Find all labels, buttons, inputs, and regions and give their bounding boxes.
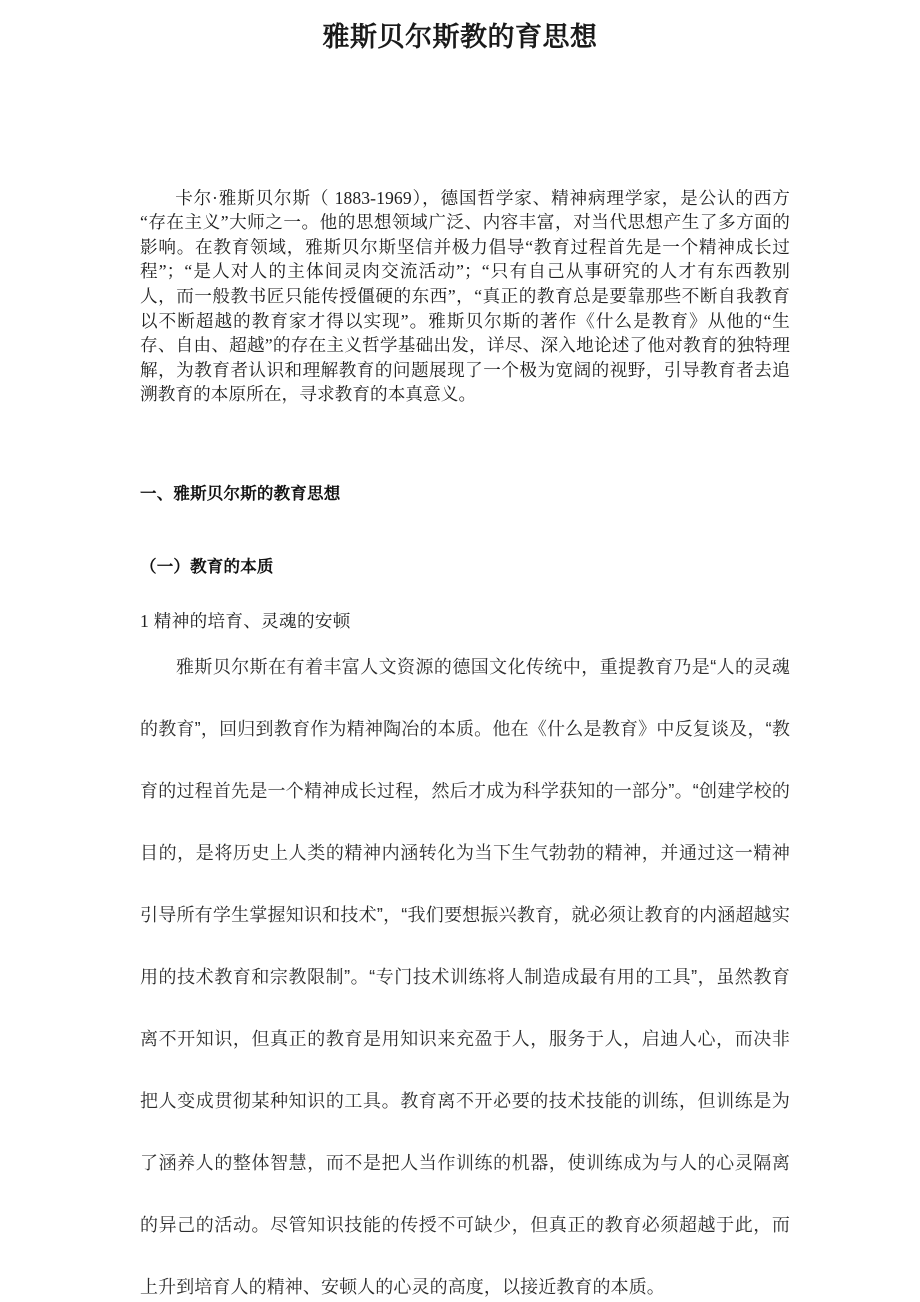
- intro-paragraph: 卡尔·雅斯贝尔斯（ 1883-1969），德国哲学家、精神病理学家，是公认的西方“存在主义”大师之一。他的思想领域广泛、内容丰富，对当代思想产生了多方面的影响。在教育领域，雅斯贝尔斯坚信并极力倡导“教育过程首先是一个精神成长过程”；“是人对人的主体间灵肉交流活动”；“只有自己从事研究的人才有东西教别人，而一般教书匠只能传授僵硬的东西”，“真正的教育总是要靠那些不断自我教育以不断超越的教育家才得以实现”。雅斯贝尔斯的著作《什么是教育》从他的“生存、自由、超越”的存在主义哲学基础出发，详尽、深入地论述了他对教育的独特理解，为教育者认识和理解教育的问题展现了一个极为宽阔的视野，引导教育者去追溯教育的本原所在，寻求教育的本真意义。: [140, 187, 790, 405]
- body-paragraph-1: 雅斯贝尔斯在有着丰富人文资源的德国文化传统中，重提教育乃是“人的灵魂的教育”，回归到教育作为精神陶冶的本质。他在《什么是教育》中反复谈及，“教育的过程首先是一个精神成长过程，然后才成为科学获知的一部分”。“创建学校的目的，是将历史上人类的精神内涵转化为当下生气勃勃的精神，并通过这一精神引导所有学生掌握知识和技术”，“我们要想振兴教育，就必须让教育的内涵超越实用的技术教育和宗教限制”。“专门技术训练将人制造成最有用的工具”，虽然教育离不开知识，但真正的教育是用知识来充盈于人，服务于人，启迪人心，而决非把人变成贯彻某种知识的工具。教育离不开必要的技术技能的训练，但训练是为了涵养人的整体智慧，而不是把人当作训练的机器，使训练成为与人的心灵隔离的异己的活动。尽管知识技能的传授不可缺少，但真正的教育必须超越于此，而上升到培育人的精神、安顿人的心灵的高度，以接近教育的本质。: [140, 657, 790, 1297]
- subsection-heading-1-1: （一）教育的本质: [140, 557, 274, 576]
- section-heading-1: 一、雅斯贝尔斯的教育思想: [140, 484, 341, 503]
- page-title: 雅斯贝尔斯教的育思想: [322, 22, 598, 53]
- item-heading-1-1-1: 1 精神的培育、灵魂的安顿: [140, 611, 351, 632]
